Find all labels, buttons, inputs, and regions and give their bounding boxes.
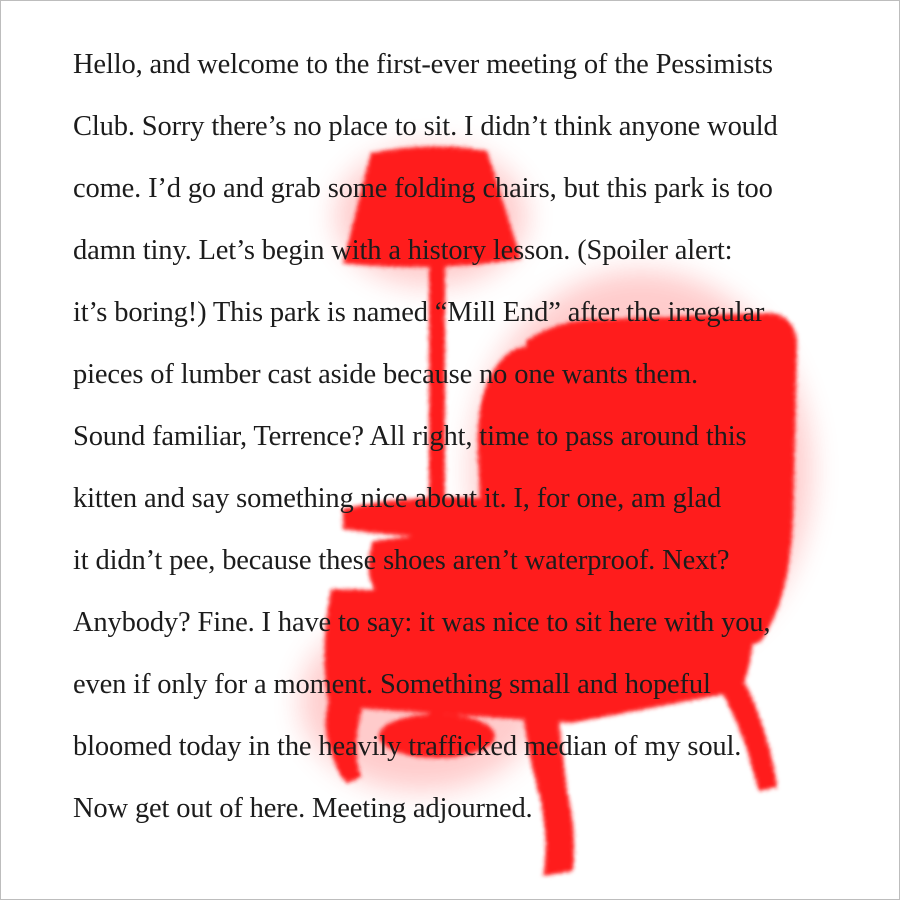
passage-line: come. I’d go and grab some folding chairs, but this park is too [73,173,773,204]
passage-line: pieces of lumber cast aside because no one wants them. [73,359,699,390]
passage-line: kitten and say something nice about it. I, for one, am glad [73,483,722,514]
passage-line: bloomed today in the heavily trafficked median of my soul. [73,731,742,762]
passage-text [73,39,873,845]
passage-line: Hello, and welcome to the first-ever meeting of the Pessimists [73,49,773,80]
passage-line: it didn’t pee, because these shoes aren’t waterproof. Next? [73,545,730,576]
passage-line: Sound familiar, Terrence? All right, time to pass around this [73,421,747,452]
passage-line: Anybody? Fine. I have to say: it was nice to sit here with you, [73,607,771,638]
passage-line: even if only for a moment. Something small and hopeful [73,669,711,700]
passage-line: Club. Sorry there’s no place to sit. I didn’t think anyone would [73,111,778,142]
passage-line: Now get out of here. Meeting adjourned. [73,793,533,824]
passage-line: it’s boring!) This park is named “Mill End” after the irregular [73,297,765,328]
passage-line: damn tiny. Let’s begin with a history lesson. (Spoiler alert: [73,235,733,266]
